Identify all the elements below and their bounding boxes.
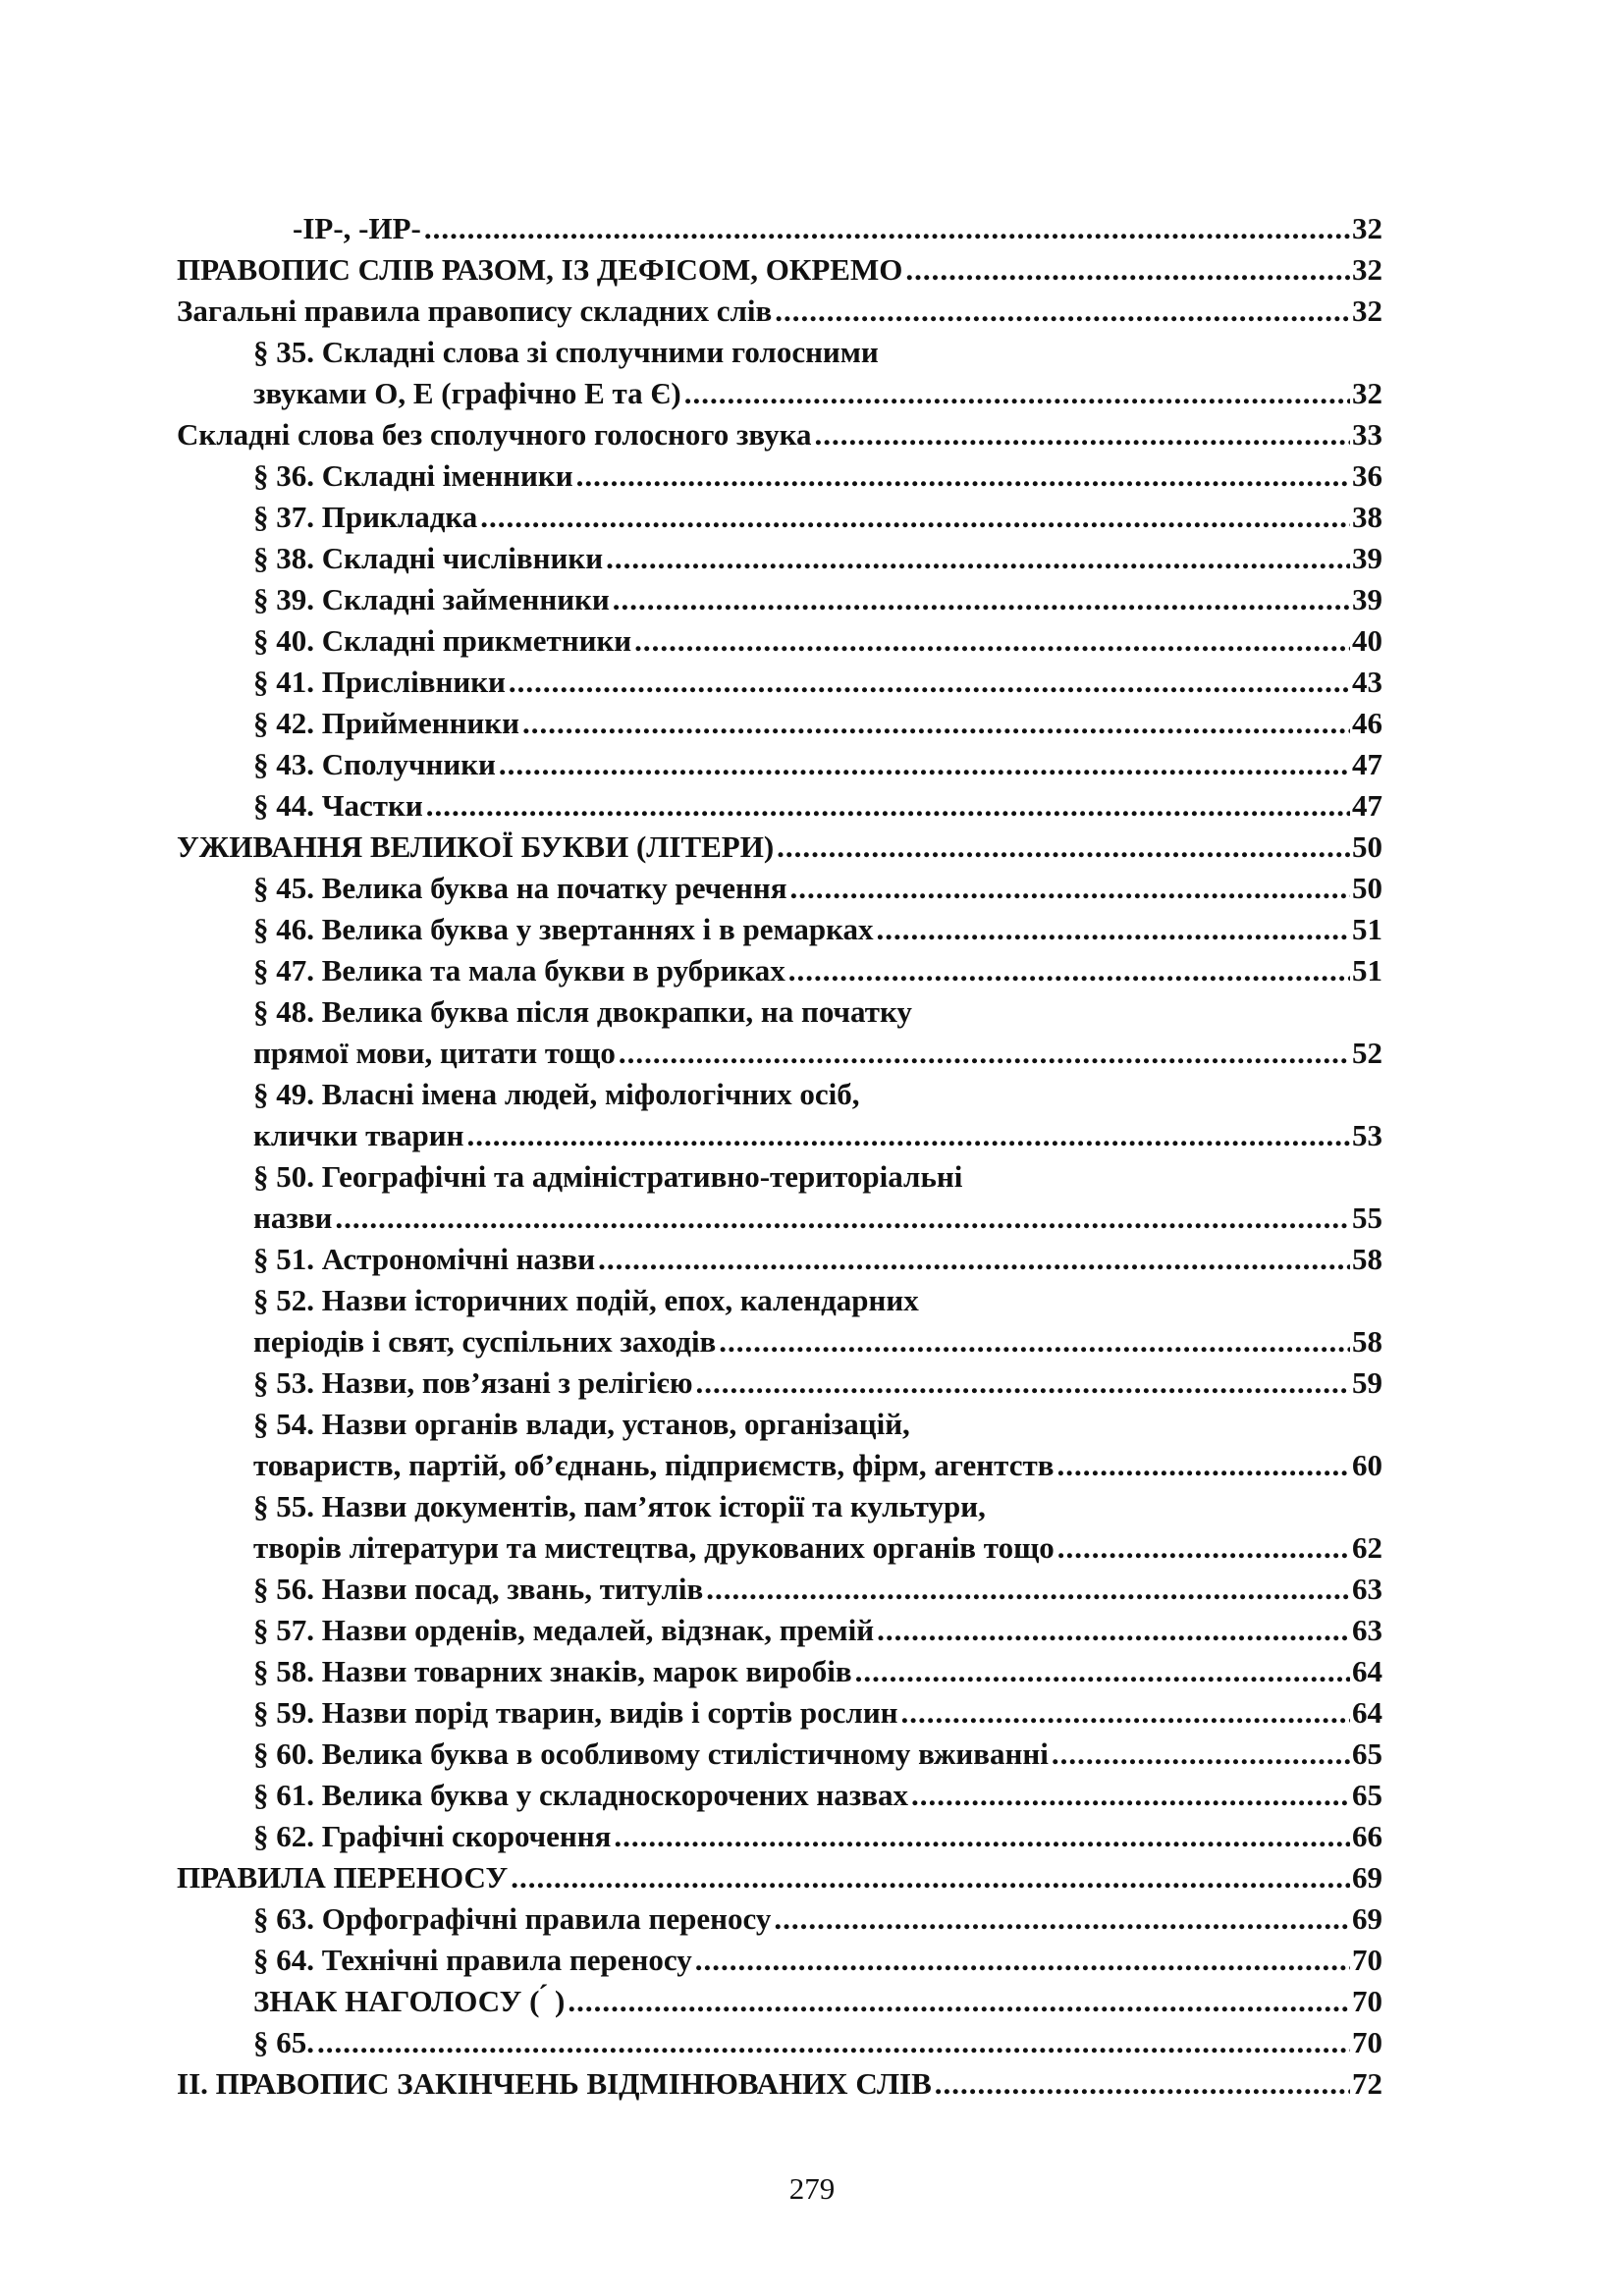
toc-entry-row [253, 868, 1382, 909]
toc-entry[interactable] [177, 1610, 1382, 1651]
toc-entry-page: 58 [1352, 1242, 1382, 1276]
toc-entry[interactable] [177, 703, 1382, 744]
toc-entry-page: 59 [1352, 1365, 1382, 1400]
toc-entry[interactable] [177, 1940, 1382, 1981]
toc-entry-title-line: § 47. Велика та мала букви в рубриках [253, 953, 785, 988]
toc-entry[interactable] [177, 414, 1382, 455]
toc-entry-row [253, 1898, 1382, 1940]
toc-entry-page: 58 [1352, 1324, 1382, 1359]
toc-entry[interactable] [177, 1651, 1382, 1692]
toc-entry-title-line: УЖИВАННЯ ВЕЛИКОЇ БУКВИ (ЛІТЕРИ) [177, 829, 775, 864]
toc-entry-row [253, 1239, 1382, 1280]
toc-entry[interactable] [177, 1404, 1382, 1486]
toc-entry-page: 39 [1352, 541, 1382, 575]
dot-leader [499, 744, 1350, 785]
dot-leader [877, 1610, 1350, 1651]
toc-entry-title-line: прямої мови, цитати тощо [253, 1036, 616, 1070]
toc-entry-page: 64 [1352, 1695, 1382, 1730]
toc-entry-row [253, 1115, 1382, 1156]
toc-entry-row [177, 827, 1382, 868]
toc-entry-page: 51 [1352, 912, 1382, 946]
toc-entry[interactable] [177, 950, 1382, 991]
page-number: 279 [788, 2171, 836, 2206]
dot-leader [684, 373, 1350, 414]
toc-entry[interactable] [177, 620, 1382, 662]
dot-leader [335, 1198, 1350, 1239]
toc-entry-page: 46 [1352, 706, 1382, 740]
toc-entry-page: 62 [1352, 1530, 1382, 1565]
dot-leader [911, 1775, 1350, 1816]
toc-entry-title-line: Складні слова без сполучного голосного звука [177, 417, 812, 452]
toc-entry-title-line: § 61. Велика буква у складноскорочених назвах [253, 1778, 908, 1812]
toc-entry-page: 33 [1352, 417, 1382, 452]
toc-entry-title-line: § 45. Велика буква на початку речення [253, 871, 787, 905]
toc-entry-page: 32 [1352, 252, 1382, 287]
toc-entry[interactable] [177, 744, 1382, 785]
dot-leader [614, 1816, 1350, 1857]
toc-entry-page: 47 [1352, 788, 1382, 823]
toc-entry-page: 69 [1352, 1860, 1382, 1895]
toc-entry-title-line: § 52. Назви історичних подій, епох, календарних [253, 1283, 919, 1317]
toc-entry[interactable] [177, 2063, 1382, 2105]
dot-leader [789, 868, 1350, 909]
toc-entry-title-line: творів літератури та мистецтва, друкованих органів тощо [253, 1530, 1055, 1565]
toc-entry-title-line: § 56. Назви посад, звань, титулів [253, 1572, 704, 1606]
toc-entry[interactable] [177, 1239, 1382, 1280]
toc-entry[interactable] [177, 291, 1382, 332]
toc-entry-row [253, 579, 1382, 620]
toc-entry-title-line: ЗНАК НАГОЛОСУ ( ́ ) [253, 1984, 566, 2018]
toc-entry-title-line: § 53. Назви, пов’язані з релігією [253, 1365, 693, 1400]
dot-leader [424, 208, 1350, 249]
dot-leader [426, 785, 1350, 827]
toc-entry-title-line: періодів і свят, суспільних заходів [253, 1324, 717, 1359]
toc-entry-page: 51 [1352, 953, 1382, 988]
toc-entry-title-line: -ІР-, -ИР- [293, 211, 421, 245]
dot-leader [467, 1115, 1350, 1156]
toc-entry-title-line: § 50. Географічні та адміністративно-територіальні [253, 1159, 963, 1194]
toc-entry-row [253, 1445, 1382, 1486]
toc-entry-row [253, 1651, 1382, 1692]
toc-entry-page: 63 [1352, 1572, 1382, 1606]
toc-entry[interactable] [177, 1816, 1382, 1857]
dot-leader [777, 827, 1350, 868]
toc-entry-row [253, 1940, 1382, 1981]
toc-entry[interactable] [177, 1074, 1382, 1156]
toc-entry-title-line: ПРАВИЛА ПЕРЕНОСУ [177, 1860, 509, 1895]
toc-entry[interactable] [177, 1486, 1382, 1569]
toc-entry-row [253, 1981, 1382, 2022]
toc-entry-row [253, 1033, 1382, 1074]
toc-entry[interactable] [177, 1775, 1382, 1816]
toc-entry-title-line: § 38. Складні числівники [253, 541, 604, 575]
toc-entry-title-line: § 42. Прийменники [253, 706, 520, 740]
toc-entry-row [253, 703, 1382, 744]
toc-entry-page: 53 [1352, 1118, 1382, 1152]
toc-entry-page: 32 [1352, 376, 1382, 410]
toc-entry[interactable] [177, 1981, 1382, 2022]
toc-entry-page: 70 [1352, 1943, 1382, 1977]
toc-entry-title-line: звуками О, Е (графічно Е та Є) [253, 376, 681, 410]
dot-leader [696, 1362, 1350, 1404]
toc-entry-row [177, 249, 1382, 291]
toc-entry-row [177, 1857, 1382, 1898]
dot-leader [935, 2063, 1350, 2105]
toc-entry-title-line: § 43. Сполучники [253, 747, 496, 781]
toc-entry-row [177, 414, 1382, 455]
dot-leader [877, 909, 1350, 950]
toc-entry-title-line: § 44. Частки [253, 788, 423, 823]
toc-entry-row [253, 744, 1382, 785]
toc-entry[interactable] [177, 1362, 1382, 1404]
toc-entry-title-line: § 57. Назви орденів, медалей, відзнак, премій [253, 1613, 875, 1647]
toc-entry[interactable] [177, 1156, 1382, 1239]
toc-entry-page: 40 [1352, 623, 1382, 658]
dot-leader [1057, 1527, 1350, 1569]
toc-entry-row [253, 620, 1382, 662]
toc-entry-page: 50 [1352, 871, 1382, 905]
dot-leader [775, 291, 1350, 332]
toc-entry-row [253, 373, 1382, 414]
toc-entry[interactable] [177, 2022, 1382, 2063]
dot-leader [634, 620, 1350, 662]
toc-entry[interactable] [177, 1280, 1382, 1362]
toc-entry-page: 43 [1352, 665, 1382, 699]
dot-leader [317, 2022, 1350, 2063]
toc-entry-title-line: § 63. Орфографічні правила переносу [253, 1901, 772, 1936]
toc-entry-page: 36 [1352, 458, 1382, 493]
toc-entry-row [253, 950, 1382, 991]
toc-entry-row [253, 1692, 1382, 1734]
toc-entry-page: 39 [1352, 582, 1382, 616]
toc-entry-row [253, 1775, 1382, 1816]
toc-entry-page: 63 [1352, 1613, 1382, 1647]
toc-entry-title-line: § 39. Складні займенники [253, 582, 610, 616]
toc-entry[interactable] [177, 909, 1382, 950]
toc-entry[interactable] [177, 1692, 1382, 1734]
toc-entry[interactable] [177, 1898, 1382, 1940]
dot-leader [719, 1321, 1350, 1362]
toc-entry-title-line: § 54. Назви органів влади, установ, організацій, [253, 1407, 910, 1441]
toc-entry-row [253, 1321, 1382, 1362]
toc-entry[interactable] [177, 785, 1382, 827]
toc-entry-title-line: § 51. Астрономічні назви [253, 1242, 596, 1276]
toc-entry-row [253, 455, 1382, 497]
toc-entry-row [253, 662, 1382, 703]
toc-entry-title-line: ІІ. ПРАВОПИС ЗАКІНЧЕНЬ ВІДМІНЮВАНИХ СЛІВ [177, 2066, 932, 2101]
toc-entry[interactable] [177, 332, 1382, 414]
toc-entry-page: 32 [1352, 294, 1382, 328]
toc-entry-title-line: назви [253, 1201, 333, 1235]
toc-entry-row [253, 1610, 1382, 1651]
toc-entry-page: 70 [1352, 2025, 1382, 2059]
toc-entry-page: 50 [1352, 829, 1382, 864]
toc-entry[interactable] [177, 662, 1382, 703]
dot-leader [480, 497, 1350, 538]
toc-entry-title-line: товариств, партій, об’єднань, підприємств, фірм, агентств [253, 1448, 1055, 1482]
toc-entry-row [253, 1569, 1382, 1610]
dot-leader [522, 703, 1350, 744]
dot-leader [774, 1898, 1350, 1940]
toc-entry-row [253, 497, 1382, 538]
toc-entry-row [253, 1734, 1382, 1775]
dot-leader [606, 538, 1350, 579]
toc-entry-row [253, 1527, 1382, 1569]
dot-leader [598, 1239, 1350, 1280]
toc-entry[interactable] [177, 497, 1382, 538]
toc-entry-title-line: § 55. Назви документів, пам’яток історії та культури, [253, 1489, 986, 1523]
toc-entry-title-line: § 37. Прикладка [253, 500, 478, 534]
toc-entry[interactable] [177, 1734, 1382, 1775]
dot-leader [901, 1692, 1350, 1734]
toc-entry-page: 32 [1352, 211, 1382, 245]
toc-entry-title-line: § 49. Власні імена людей, міфологічних осіб, [253, 1077, 860, 1111]
dot-leader [706, 1569, 1350, 1610]
toc-entry-page: 72 [1352, 2066, 1382, 2101]
dot-leader [1052, 1734, 1350, 1775]
toc-entry[interactable] [177, 991, 1382, 1074]
dot-leader [576, 455, 1350, 497]
dot-leader [814, 414, 1350, 455]
toc-entry-page: 66 [1352, 1819, 1382, 1853]
toc-entry-title-line: § 58. Назви товарних знаків, марок виробів [253, 1654, 852, 1688]
toc-entry-title-line: § 64. Технічні правила переносу [253, 1943, 692, 1977]
dot-leader [509, 662, 1350, 703]
toc-entry-row [293, 208, 1382, 249]
toc-entry-page: 70 [1352, 1984, 1382, 2018]
toc-entry-row [253, 785, 1382, 827]
toc-entry[interactable] [177, 868, 1382, 909]
toc-entry-row [253, 2022, 1382, 2063]
toc-entry[interactable] [177, 538, 1382, 579]
toc-entry-page: 65 [1352, 1736, 1382, 1771]
toc-entry-row [253, 909, 1382, 950]
toc-entry-title-line: ПРАВОПИС СЛІВ РАЗОМ, ІЗ ДЕФІСОМ, ОКРЕМО [177, 252, 903, 287]
toc-entry[interactable] [177, 1569, 1382, 1610]
toc-entry-title-line: § 62. Графічні скорочення [253, 1819, 612, 1853]
toc-entry-page: 64 [1352, 1654, 1382, 1688]
toc-entry-title-line: § 60. Велика буква в особливому стилістичному вживанні [253, 1736, 1049, 1771]
toc-entry-row [177, 291, 1382, 332]
toc-entry-title-line: Загальні правила правопису складних слів [177, 294, 773, 328]
toc-entry-title-line: § 59. Назви порід тварин, видів і сортів рослин [253, 1695, 898, 1730]
toc-entry[interactable] [177, 208, 1382, 249]
toc-entry-page: 55 [1352, 1201, 1382, 1235]
toc-entry-page: 38 [1352, 500, 1382, 534]
toc-entry-page: 47 [1352, 747, 1382, 781]
toc-entry[interactable] [177, 455, 1382, 497]
dot-leader [613, 579, 1350, 620]
dot-leader [619, 1033, 1350, 1074]
toc-entry-title-line: § 40. Складні прикметники [253, 623, 632, 658]
dot-leader [568, 1981, 1350, 2022]
toc-entry-row [253, 1198, 1382, 1239]
toc-entry-page: 60 [1352, 1448, 1382, 1482]
toc-entry[interactable] [177, 1857, 1382, 1898]
dot-leader [855, 1651, 1350, 1692]
toc-entry[interactable] [177, 249, 1382, 291]
dot-leader [511, 1857, 1350, 1898]
toc-entry-row [253, 1816, 1382, 1857]
dot-leader [788, 950, 1350, 991]
toc-entry-title-line: § 46. Велика буква у звертаннях і в ремарках [253, 912, 874, 946]
toc-entry-title-line: § 48. Велика буква після двокрапки, на початку [253, 994, 912, 1029]
toc-entry-row [253, 538, 1382, 579]
toc-entry-row [177, 2063, 1382, 2105]
table-of-contents [177, 208, 1382, 2105]
toc-entry-row [253, 1362, 1382, 1404]
dot-leader [905, 249, 1350, 291]
toc-entry[interactable] [177, 827, 1382, 868]
toc-entry-page: 69 [1352, 1901, 1382, 1936]
toc-entry-title-line: § 41. Прислівники [253, 665, 506, 699]
toc-entry-title-line: клички тварин [253, 1118, 464, 1152]
dot-leader [695, 1940, 1350, 1981]
toc-entry-title-line: § 65. [253, 2025, 314, 2059]
toc-entry-title-line: § 36. Складні іменники [253, 458, 573, 493]
toc-entry[interactable] [177, 579, 1382, 620]
toc-entry-page: 52 [1352, 1036, 1382, 1070]
dot-leader [1056, 1445, 1350, 1486]
toc-entry-title-line: § 35. Складні слова зі сполучними голосними [253, 335, 879, 369]
toc-entry-page: 65 [1352, 1778, 1382, 1812]
